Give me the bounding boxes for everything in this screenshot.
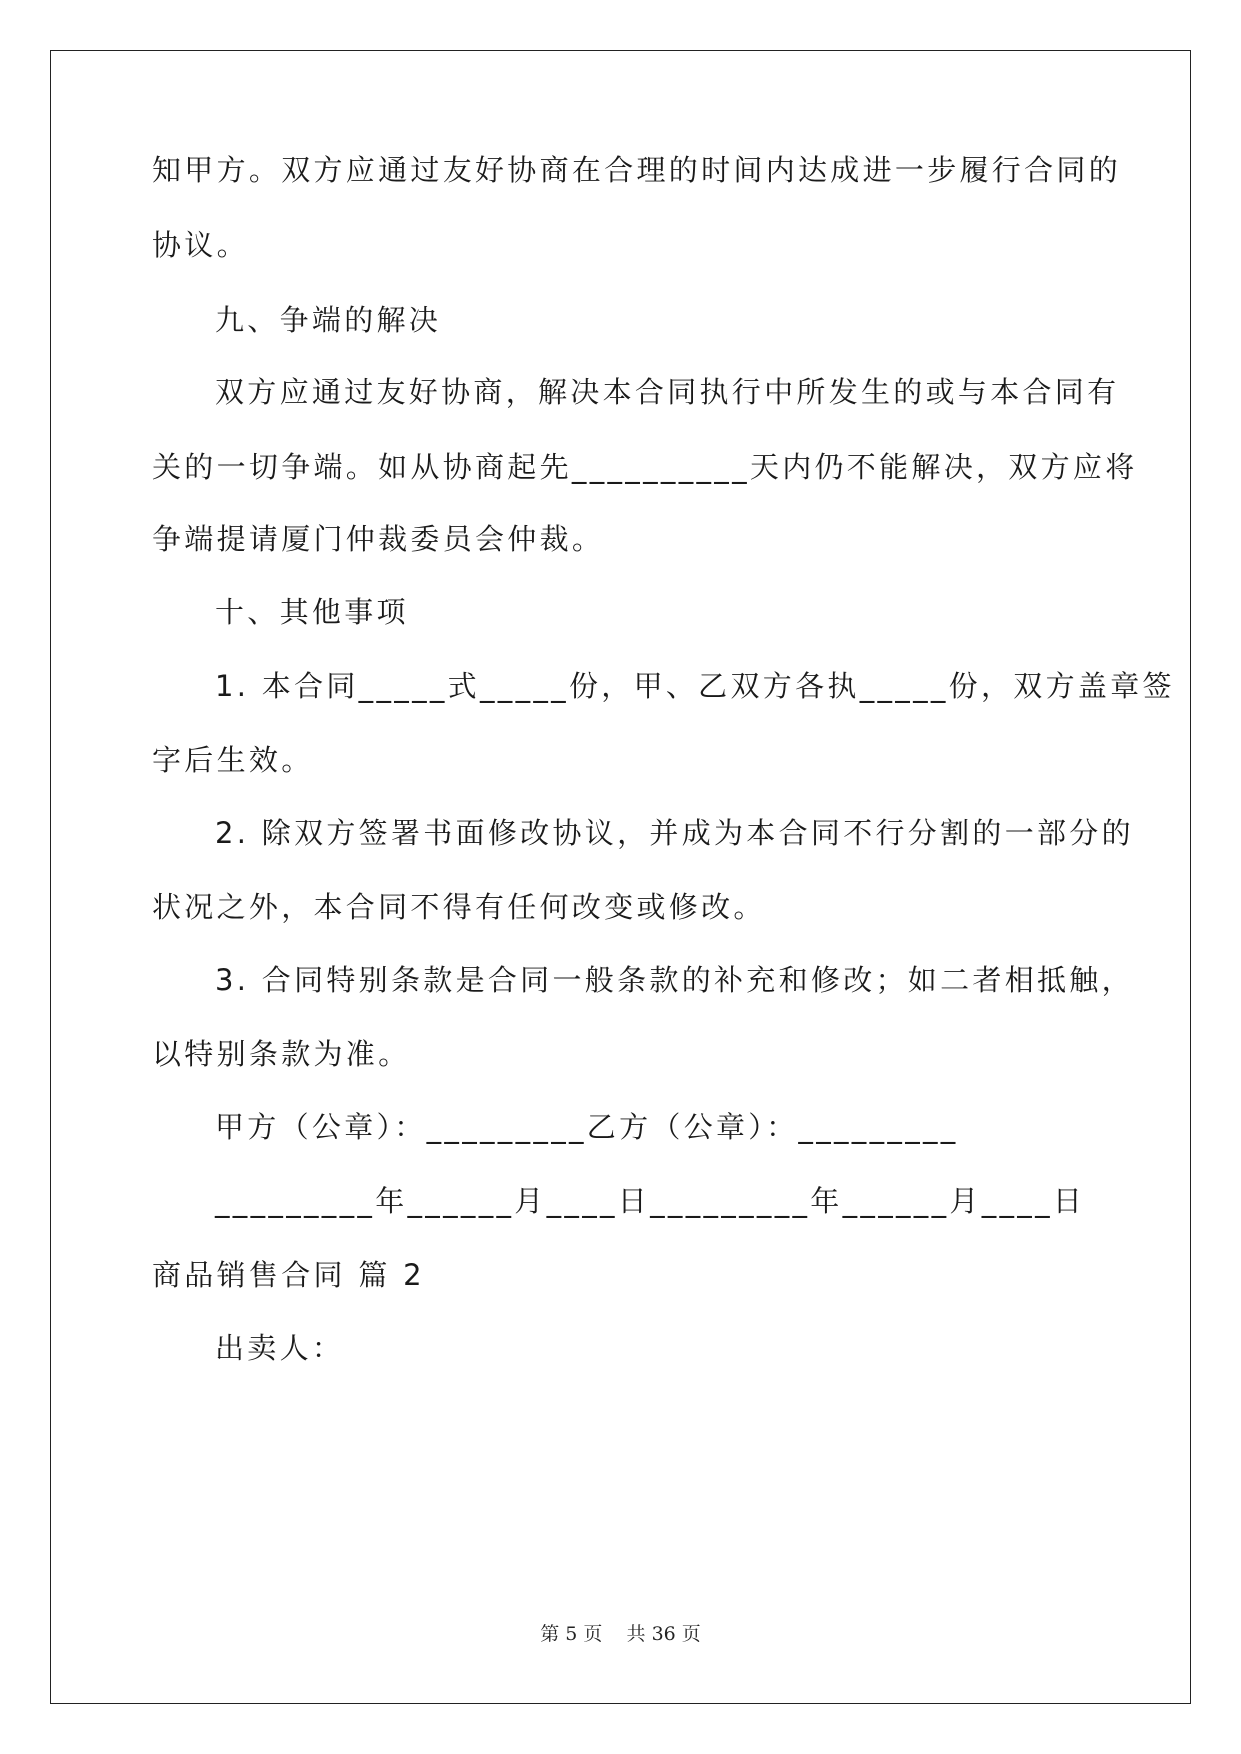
- paragraph-line: 知甲方。双方应通过友好协商在合理的时间内达成进一步履行合同的: [152, 153, 1122, 187]
- section-heading-other: 十、其他事项: [215, 595, 409, 629]
- paragraph-line: 状况之外，本合同不得有任何改变或修改。: [152, 890, 766, 924]
- paragraph-line: 争端提请厦门仲裁委员会仲裁。: [152, 522, 605, 556]
- page-border: [50, 50, 1191, 1704]
- signature-line: 甲方（公章）：_________乙方（公章）：_________: [215, 1110, 959, 1144]
- paragraph-line: 双方应通过友好协商，解决本合同执行中所发生的或与本合同有: [215, 375, 1120, 409]
- document-title-part2: 商品销售合同 篇 2: [152, 1258, 425, 1292]
- paragraph-line: 协议。: [152, 228, 249, 262]
- clause-3: 3. 合同特别条款是合同一般条款的补充和修改；如二者相抵触，: [215, 963, 1134, 997]
- paragraph-line: 以特别条款为准。: [152, 1037, 411, 1071]
- paragraph-line: 字后生效。: [152, 743, 314, 777]
- clause-2: 2. 除双方签署书面修改协议，并成为本合同不行分割的一部分的: [215, 816, 1134, 850]
- section-heading-dispute: 九、争端的解决: [215, 303, 442, 337]
- paragraph-line: 关的一切争端。如从协商起先__________天内仍不能解决，双方应将: [152, 450, 1138, 484]
- page-number: 第 5 页 共 36 页: [540, 1623, 701, 1645]
- date-line: _________年______月____日_________年______月____日: [215, 1184, 1086, 1218]
- clause-1: 1. 本合同_____式_____份，甲、乙双方各执_____份，双方盖章签: [215, 669, 1175, 703]
- seller-label: 出卖人：: [215, 1331, 345, 1365]
